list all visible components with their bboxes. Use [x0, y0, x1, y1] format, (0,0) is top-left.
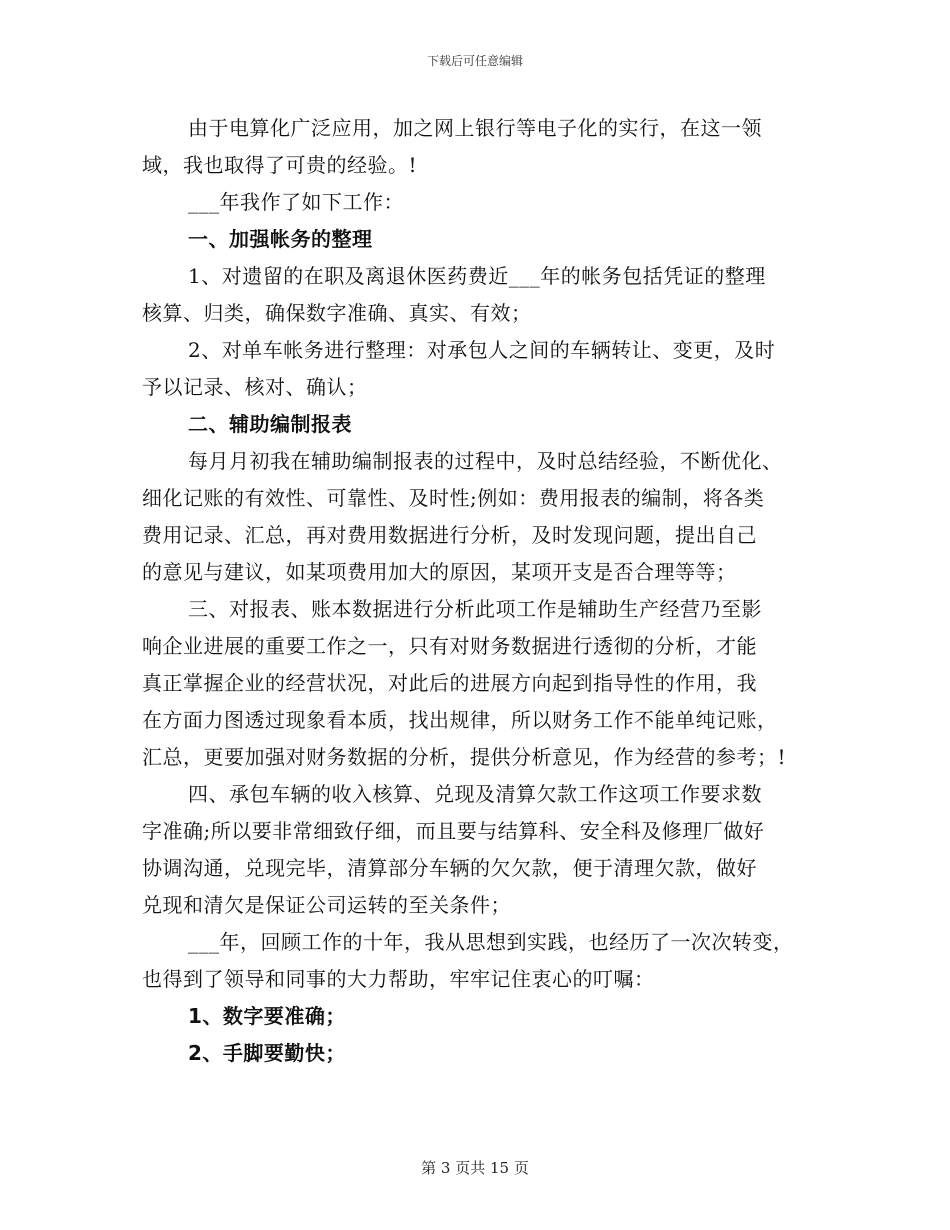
list-item: 1、数字要准确； — [188, 1004, 346, 1028]
paragraph-line: 也得到了领导和同事的大力帮助，牢牢记住衷心的叮嘱： — [142, 967, 655, 991]
paragraph-line: 协调沟通，兑现完毕，清算部分车辆的欠欠款，便于清理欠款，做好 — [142, 856, 757, 880]
paragraph-line: 的意见与建议，如某项费用加大的原因，某项开支是否合理等等； — [142, 560, 737, 584]
page-header: 下载后可任意编辑 — [426, 54, 523, 68]
paragraph-line: 每月月初我在辅助编制报表的过程中，及时总结经验，不断优化、 — [188, 449, 783, 473]
paragraph-line: 予以记录、核对、确认； — [142, 375, 368, 399]
paragraph-line: 由于电算化广泛应用，加之网上银行等电子化的实行，在这一领 — [188, 116, 762, 140]
paragraph-line: 在方面力图透过现象看本质，找出规律，所以财务工作不能单纯记账， — [142, 708, 778, 732]
paragraph-line: 费用记录、汇总，再对费用数据进行分析，及时发现问题，提出自己 — [142, 523, 757, 547]
paragraph-line: 字准确;所以要非常细致仔细，而且要与结算科、安全科及修理厂做好 — [142, 819, 765, 843]
paragraph-line: ___年我作了如下工作： — [188, 190, 404, 214]
paragraph-line: 细化记账的有效性、可靠性、及时性;例如：费用报表的编制，将各类 — [142, 486, 765, 510]
section-heading: 二、辅助编制报表 — [188, 412, 352, 436]
page-footer: 第 3 页共 15 页 — [421, 1159, 529, 1177]
list-item: 2、手脚要勤快； — [188, 1041, 346, 1065]
paragraph-line: ___年，回顾工作的十年，我从思想到实践，也经历了一次次转变， — [188, 930, 794, 954]
paragraph-line: 兑现和清欠是保证公司运转的至关条件； — [142, 893, 511, 917]
paragraph-line: 三、对报表、账本数据进行分析此项工作是辅助生产经营乃至影 — [188, 597, 762, 621]
paragraph-line: 核算、归类，确保数字准确、真实、有效； — [142, 301, 532, 325]
paragraph-line: 域，我也取得了可贵的经验。! — [142, 153, 418, 177]
paragraph-line: 响企业进展的重要工作之一，只有对财务数据进行透彻的分析，才能 — [142, 634, 757, 658]
paragraph-line: 汇总，更要加强对财务数据的分析，提供分析意见，作为经营的参考；! — [142, 745, 787, 769]
paragraph-line: 四、承包车辆的收入核算、兑现及清算欠款工作这项工作要求数 — [188, 782, 762, 806]
section-heading: 一、加强帐务的整理 — [188, 227, 373, 251]
paragraph-line: 2、对单车帐务进行整理：对承包人之间的车辆转让、变更，及时 — [188, 338, 776, 362]
paragraph-line: 1、对遗留的在职及离退休医药费近___年的帐务包括凭证的整理 — [188, 264, 766, 288]
paragraph-line: 真正掌握企业的经营状况，对此后的进展方向起到指导性的作用，我 — [142, 671, 757, 695]
